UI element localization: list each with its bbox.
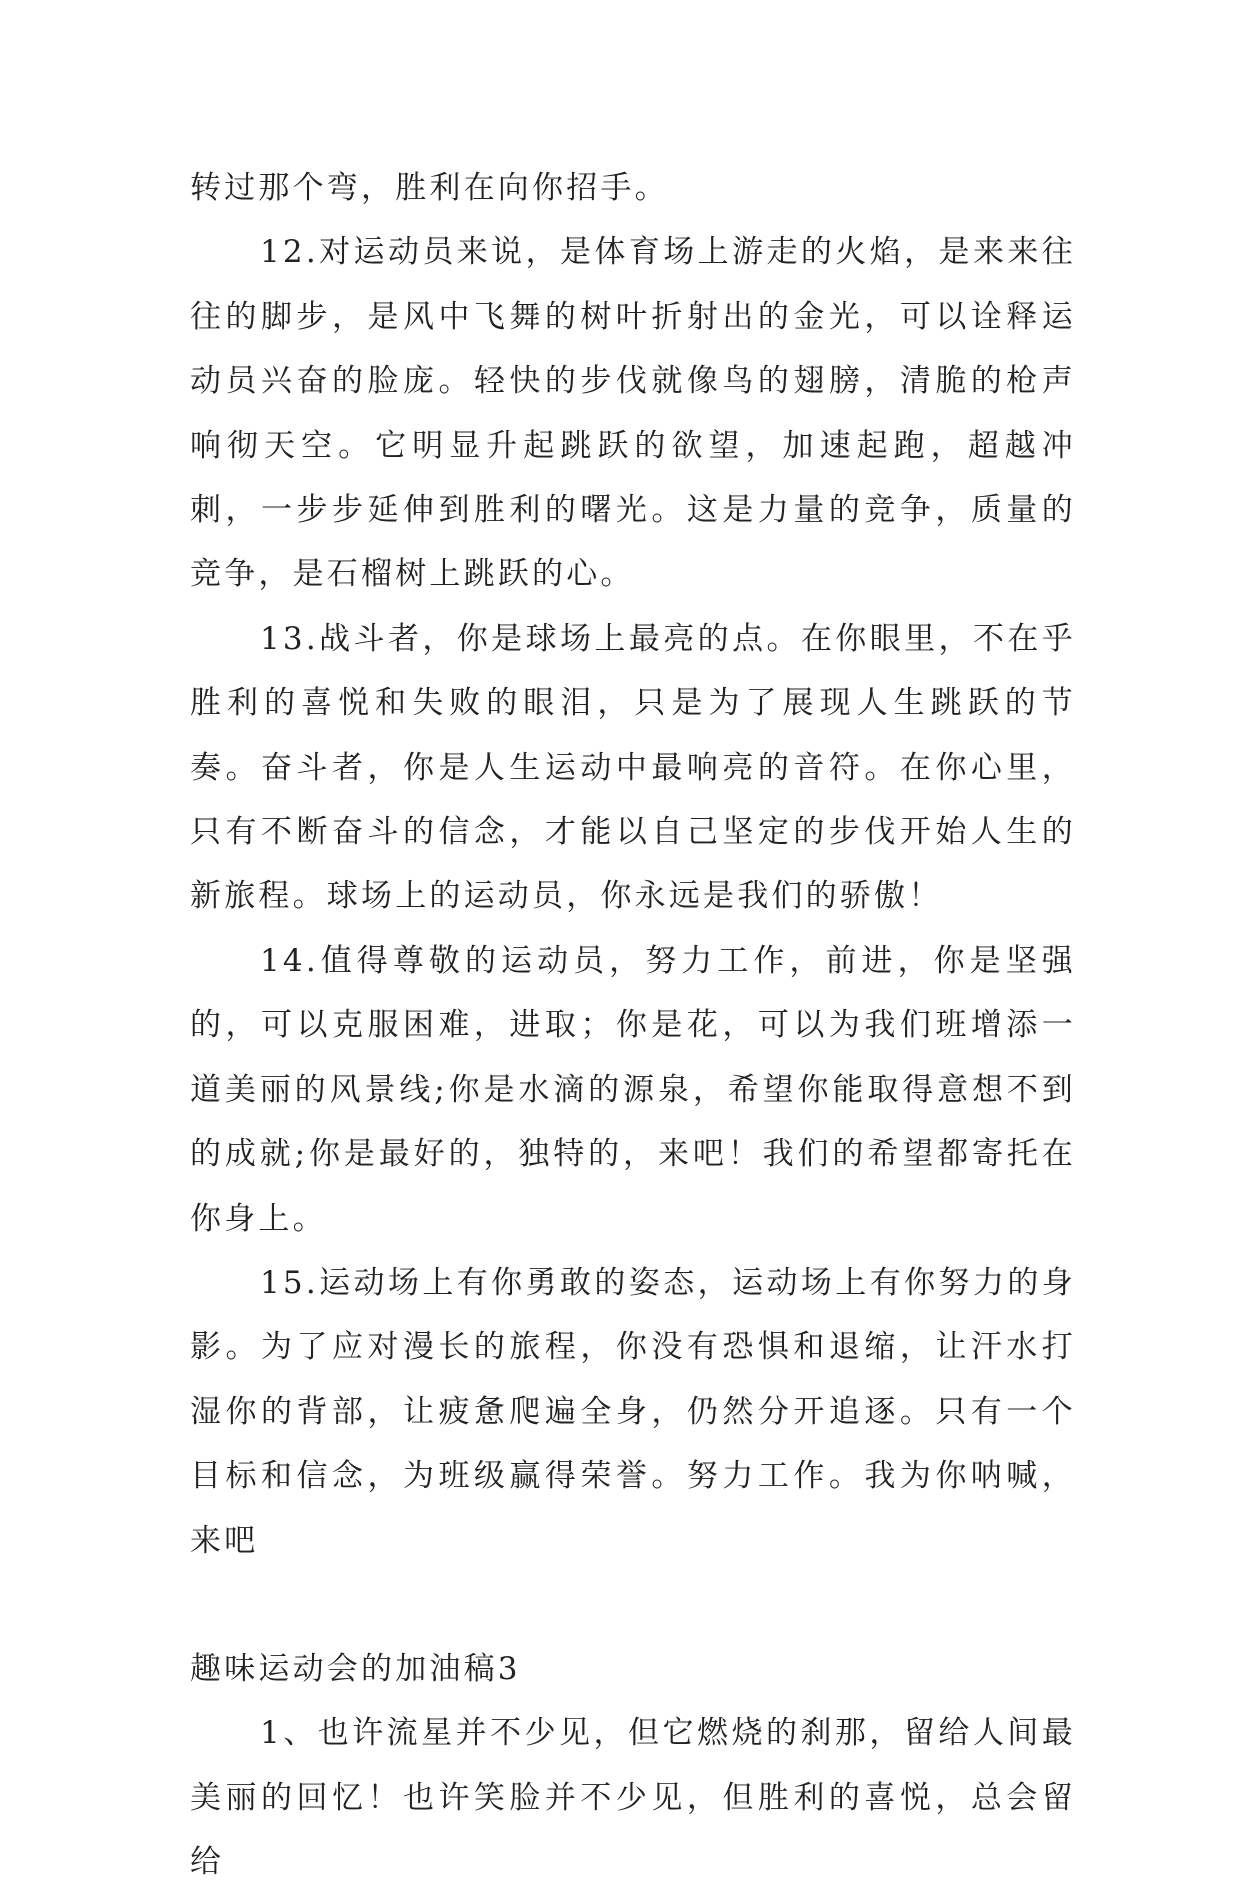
- document-body: [190, 156, 1076, 1895]
- paragraph-item-12: 12.对运动员来说，是体育场上游走的火焰，是来来往往的脚步，是风中飞舞的树叶折射出的金光，可以诠释运动员兴奋的脸庞。轻快的步伐就像鸟的翅膀，清脆的枪声响彻天空。它明显升起跳跃的欲望，加速起跑，超越冲刺，一步步延伸到胜利的曙光。这是力量的竞争，质量的竞争，是石榴树上跳跃的心。: [190, 234, 1076, 593]
- section-title: 趣味运动会的加油稿3: [190, 1650, 521, 1687]
- paragraph-continuation: 转过那个弯，胜利在向你招手。: [190, 170, 669, 206]
- paragraph-item-15: 15.运动场上有你勇敢的姿态，运动场上有你努力的身影。为了应对漫长的旅程，你没有恐惧和退缩，让汗水打湿你的背部，让疲惫爬遍全身，仍然分开追逐。只有一个目标和信念，为班级赢得荣誉。努力工作。我为你呐喊，来吧: [190, 1264, 1076, 1559]
- paragraph-item-13: 13.战斗者，你是球场上最亮的点。在你眼里，不在乎胜利的喜悦和失败的眼泪，只是为了展现人生跳跃的节奏。奋斗者，你是人生运动中最响亮的音符。在你心里，只有不断奋斗的信念，才能以自己坚定的步伐开始人生的新旅程。球场上的运动员，你永远是我们的骄傲！: [190, 620, 1076, 915]
- paragraph-item-1: 1、也许流星并不少见，但它燃烧的刹那，留给人间最美丽的回忆！也许笑脸并不少见，但胜利的喜悦，总会留给: [190, 1715, 1076, 1881]
- paragraph-item-14: 14.值得尊敬的运动员，努力工作，前进，你是坚强的，可以克服困难，进取；你是花，可以为我们班增添一道美丽的风景线;你是水滴的源泉，希望你能取得意想不到的成就;你是最好的，独特的，来吧！我们的希望都寄托在你身上。: [190, 942, 1076, 1237]
